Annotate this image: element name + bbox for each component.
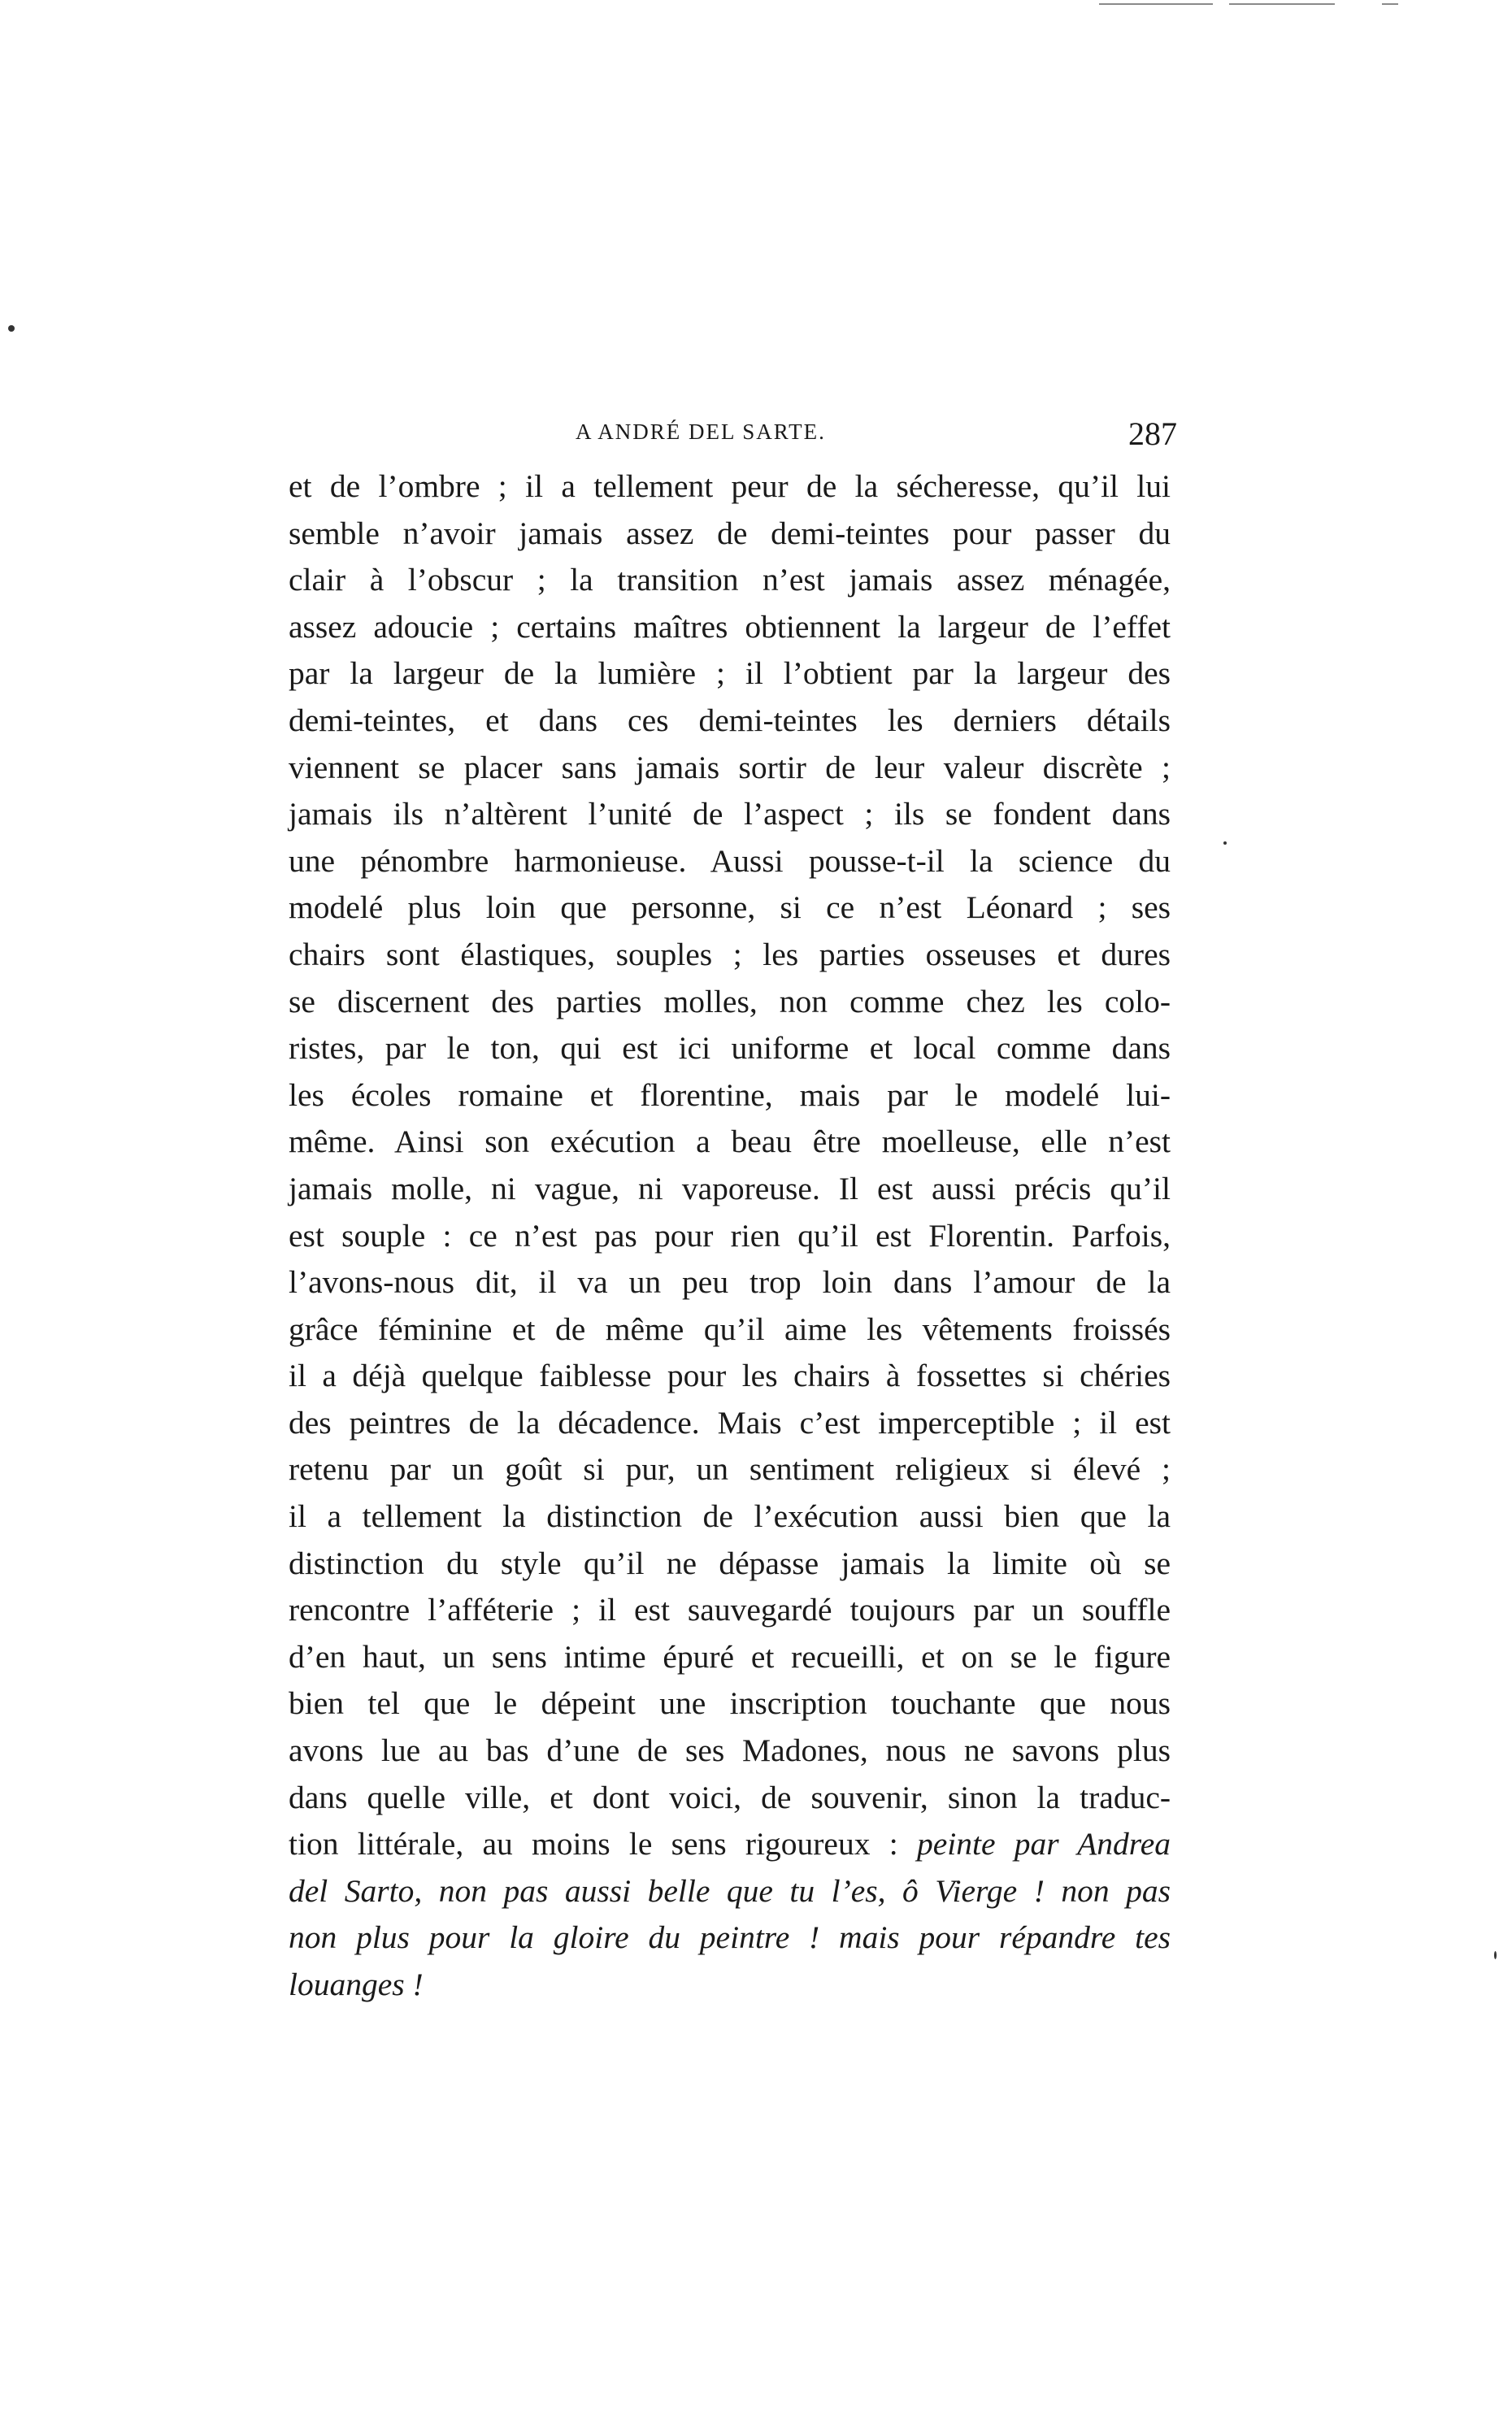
text-line: viennent se placer sans jamais sortir de leur valeur discrète ;: [289, 749, 1171, 785]
text-line-italic: non plus pour la gloire du peintre ! mais pour répandre tes: [289, 1919, 1171, 1956]
text-line: distinction du style qu’il ne dépasse jamais la limite où se: [289, 1545, 1171, 1581]
running-title: A ANDRÉ DEL SARTE.: [576, 419, 826, 444]
text-line: les écoles romaine et florentine, mais par le modelé lui-: [289, 1076, 1171, 1113]
ink-speck: [8, 325, 15, 332]
text-line: jamais molle, ni vague, ni vaporeuse. Il est aussi précis qu’il: [289, 1170, 1171, 1206]
top-edge-rule: [1229, 3, 1335, 5]
text-line: se discernent des parties molles, non comme chez les colo-: [289, 983, 1171, 1019]
text-line: jamais ils n’altèrent l’unité de l’aspect ; ils se fondent dans: [289, 796, 1171, 832]
text-line: grâce féminine et de même qu’il aime les vêtements froissés: [289, 1310, 1171, 1347]
text-line: bien tel que le dépeint une inscription touchante que nous: [289, 1685, 1171, 1722]
text-line: avons lue au bas d’une de ses Madones, nous ne savons plus: [289, 1732, 1171, 1769]
text-line: et de l’ombre ; il a tellement peur de la sécheresse, qu’il lui: [289, 468, 1171, 504]
text-line: assez adoucie ; certains maîtres obtiennent la largeur de l’effet: [289, 608, 1171, 645]
body-text: [289, 463, 1171, 2009]
page-number: 287: [1128, 415, 1177, 452]
text-line: même. Ainsi son exécution a beau être moelleuse, elle n’est: [289, 1124, 1171, 1160]
ink-speck: [1223, 841, 1227, 845]
text-roman: tion littérale, au moins le sens rigoureux :: [289, 1826, 917, 1862]
text-line: clair à l’obscur ; la transition n’est jamais assez ménagée,: [289, 562, 1171, 598]
text-line-mixed: [289, 1821, 1171, 1868]
running-head: [291, 415, 1177, 455]
text-line: il a déjà quelque faiblesse pour les chairs à fossettes si chéries: [289, 1358, 1171, 1394]
text-line: des peintres de la décadence. Mais c’est imperceptible ; il est: [289, 1404, 1171, 1441]
text-line: il a tellement la distinction de l’exécution aussi bien que la: [289, 1498, 1171, 1535]
text-line: rencontre l’afféterie ; il est sauvegardé toujours par un souffle: [289, 1592, 1171, 1628]
text-line: modelé plus loin que personne, si ce n’est Léonard ; ses: [289, 889, 1171, 926]
top-edge-rule: [1099, 3, 1213, 5]
text-line: retenu par un goût si pur, un sentiment religieux si élevé ;: [289, 1451, 1171, 1488]
text-line-italic: del Sarto, non pas aussi belle que tu l’es, ô Vierge ! non pas: [289, 1872, 1171, 1909]
text-line: d’en haut, un sens intime épuré et recueilli, et on se le figure: [289, 1638, 1171, 1675]
text-italic: peinte par Andrea: [916, 1826, 1171, 1862]
text-line-italic: louanges !: [289, 1967, 424, 2002]
text-line: semble n’avoir jamais assez de demi-teintes pour passer du: [289, 515, 1171, 551]
text-line: dans quelle ville, et dont voici, de souvenir, sinon la traduc-: [289, 1779, 1171, 1815]
top-edge-rule: [1382, 3, 1398, 5]
text-line: par la largeur de la lumière ; il l’obtient par la largeur des: [289, 655, 1171, 692]
text-line: demi-teintes, et dans ces demi-teintes les derniers détails: [289, 702, 1171, 738]
text-line: chairs sont élastiques, souples ; les parties osseuses et dures: [289, 936, 1171, 972]
text-line: l’avons-nous dit, il va un peu trop loin dans l’amour de la: [289, 1264, 1171, 1301]
ink-speck: [1494, 1951, 1497, 1959]
text-line: ristes, par le ton, qui est ici uniforme et local comme dans: [289, 1030, 1171, 1067]
text-line: est souple : ce n’est pas pour rien qu’il est Florentin. Parfois,: [289, 1217, 1171, 1254]
text-line: une pénombre harmonieuse. Aussi pousse-t-il la science du: [289, 842, 1171, 879]
